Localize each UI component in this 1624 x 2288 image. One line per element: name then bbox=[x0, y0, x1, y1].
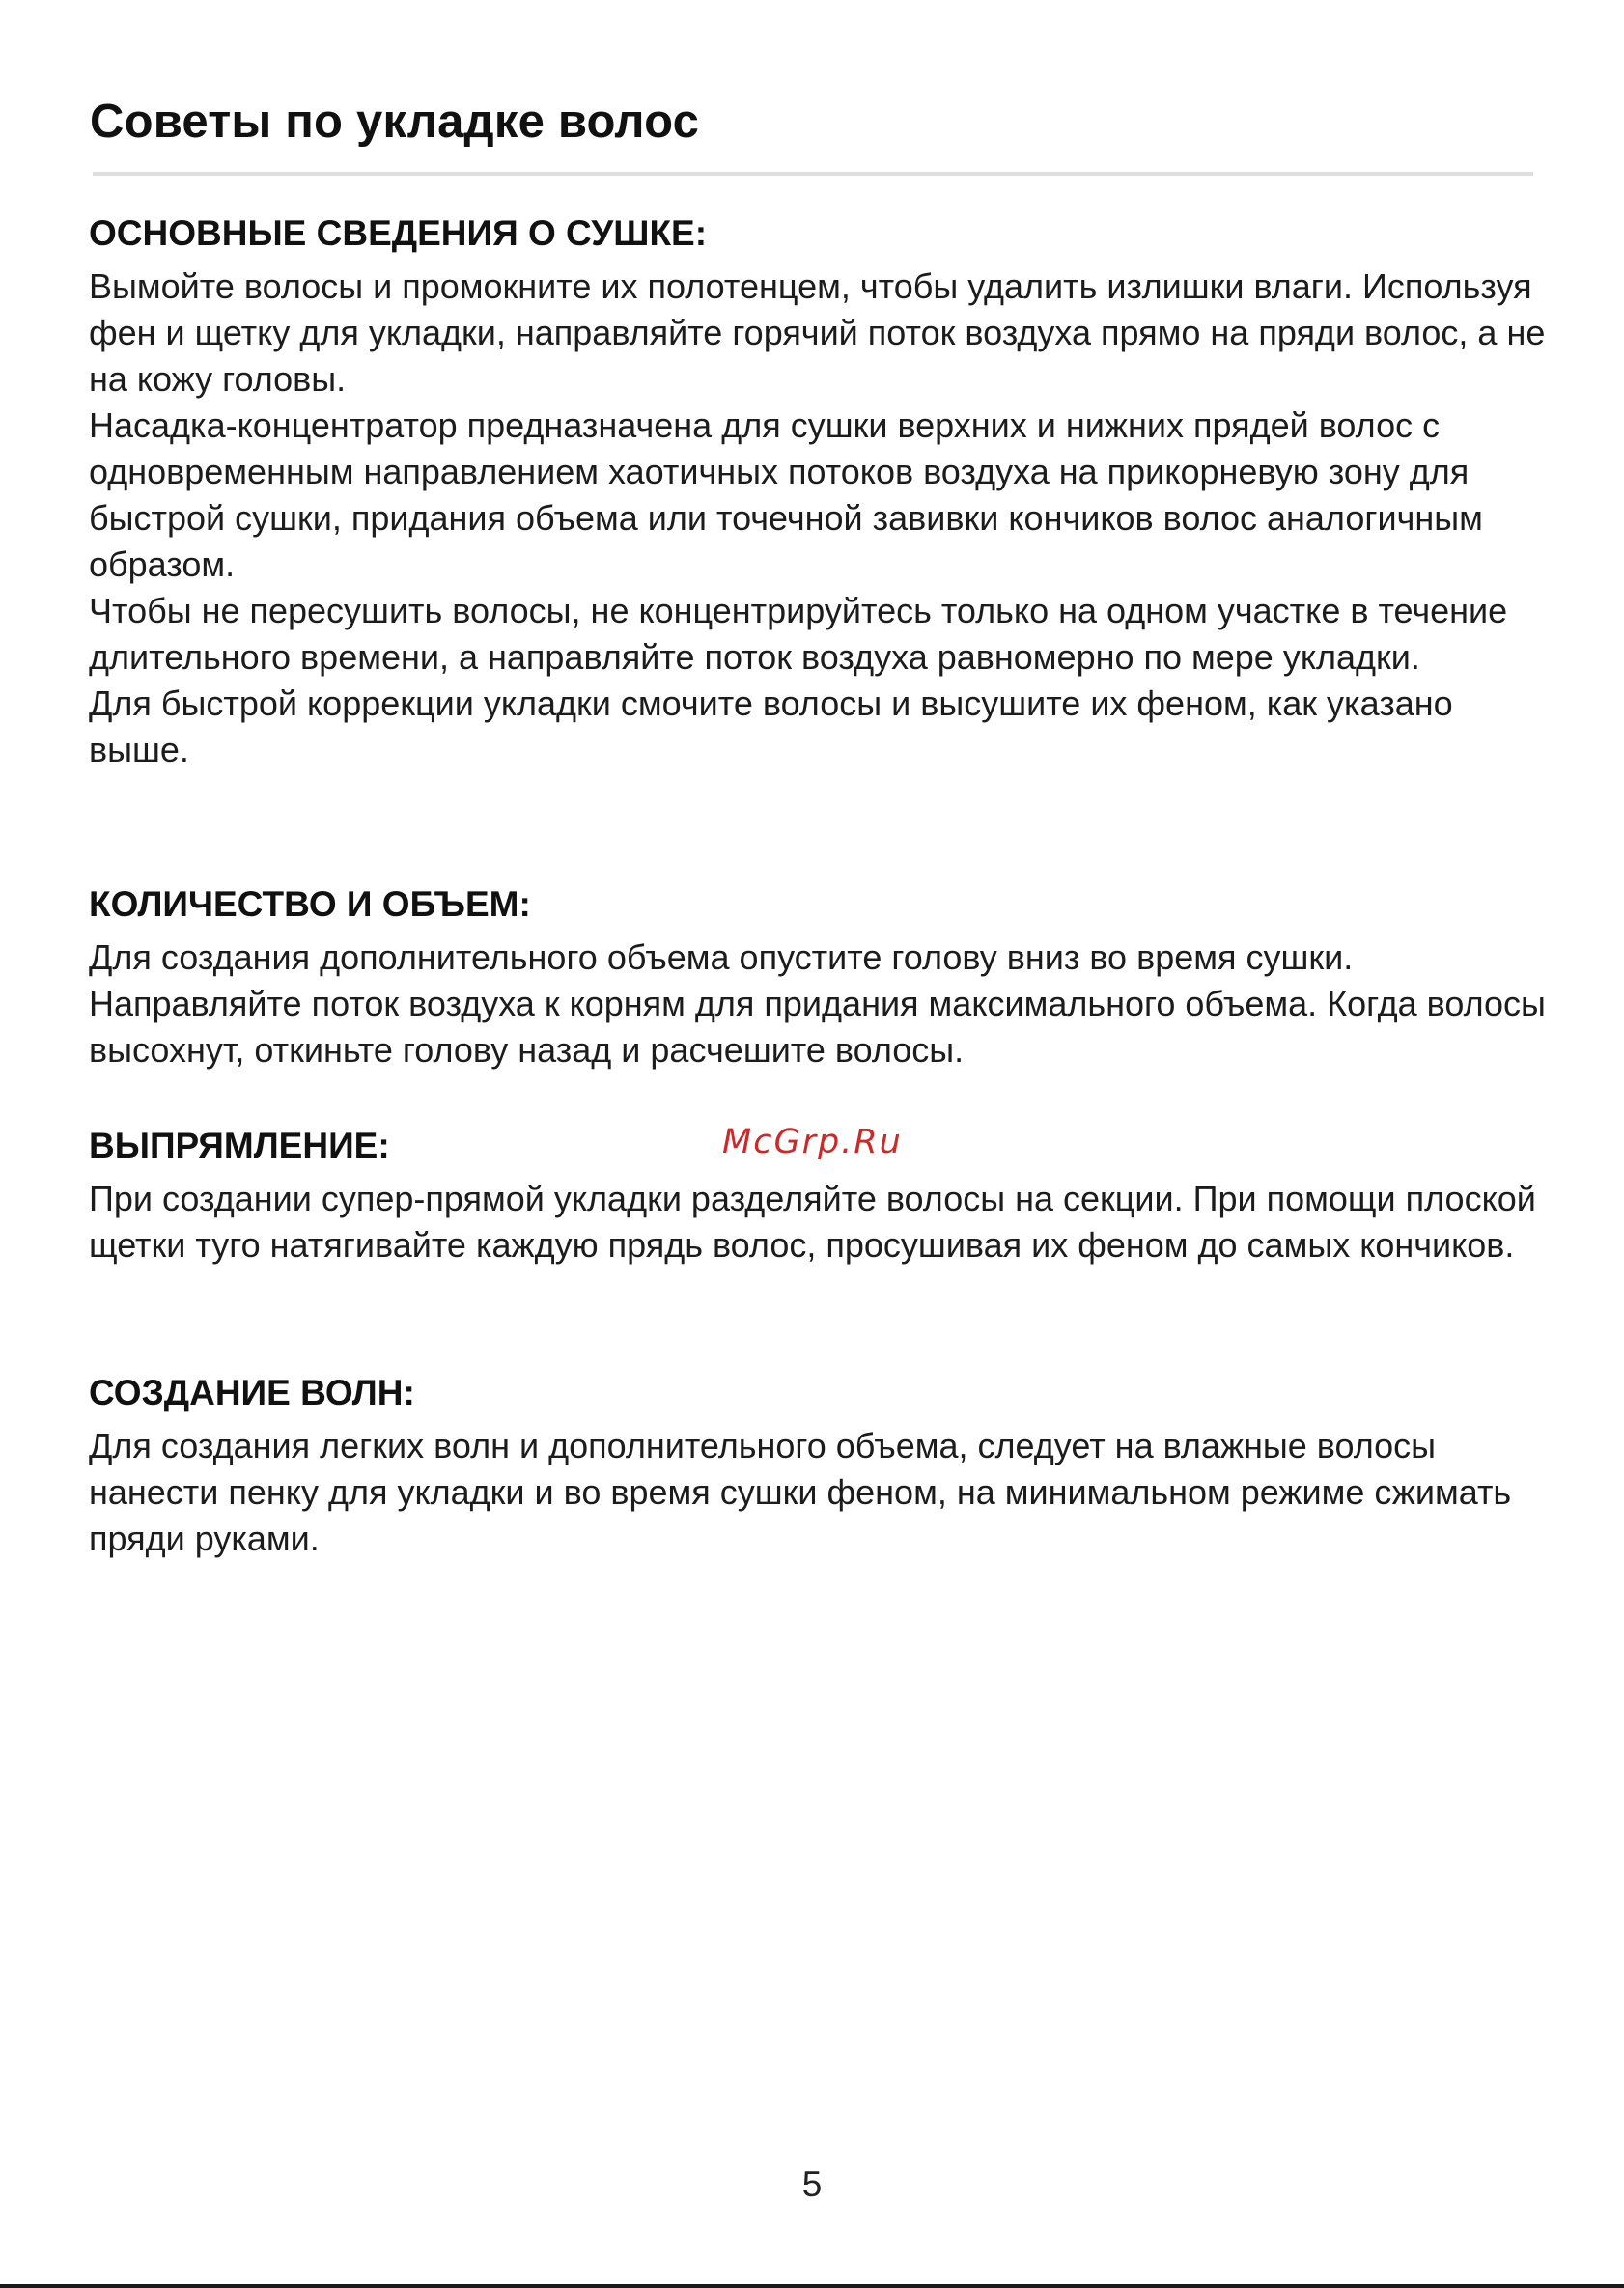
section-heading: КОЛИЧЕСТВО И ОБЪЕМ: bbox=[89, 884, 531, 924]
watermark: McGrp.Ru bbox=[722, 1123, 903, 1161]
section-heading: ОСНОВНЫЕ СВЕДЕНИЯ О СУШКЕ: bbox=[89, 213, 708, 253]
section-waves bbox=[89, 1370, 1556, 1562]
paragraph: Для создания дополнительного объема опустите голову вниз во время сушки. Направляйте поток воздуха к корням для придания максимального объема. Когда волосы высохнут, откиньте голову назад и расчешите волосы. bbox=[89, 937, 1546, 1071]
section-volume bbox=[89, 881, 1556, 1074]
paragraph: Чтобы не пересушить волосы, не концентрируйтесь только на одном участке в течение длительного времени, а направляйте поток воздуха равномерно по мере укладки. bbox=[89, 591, 1508, 678]
paragraph: При создании супер-прямой укладки разделяйте волосы на секции. При помощи плоской щетки туго натягивайте каждую прядь волос, просушивая их феном до самых кончиков. bbox=[89, 1179, 1536, 1266]
section-heading: ВЫПРЯМЛЕНИЕ: bbox=[89, 1126, 390, 1165]
paragraph: Вымойте волосы и промокните их полотенцем, чтобы удалить излишки влаги. Используя фен и щетку для укладки, направляйте горячий поток воздуха прямо на пряди волос, а не на кожу головы. bbox=[89, 266, 1546, 400]
section-drying-basics bbox=[89, 210, 1556, 773]
bottom-edge-line bbox=[0, 2284, 1624, 2288]
page-title: Советы по укладке волос bbox=[90, 96, 700, 148]
paragraph: Для создания легких волн и дополнительного объема, следует на влажные волосы нанести пенку для укладки и во время сушки феном, на минимальном режиме сжимать пряди руками. bbox=[89, 1426, 1512, 1559]
section-heading: СОЗДАНИЕ ВОЛН: bbox=[89, 1373, 415, 1412]
paragraph: Для быстрой коррекции укладки смочите волосы и высушите их феном, как указано выше. bbox=[89, 684, 1453, 770]
title-divider bbox=[93, 172, 1533, 176]
paragraph: Насадка-концентратор предназначена для сушки верхних и нижних прядей волос с одновременным направлением хаотичных потоков воздуха на прикорневую зону для быстрой сушки, придания объема или точечной завивки кончиков волос аналогичным образом. bbox=[89, 405, 1483, 585]
page-number: 5 bbox=[801, 2164, 823, 2204]
